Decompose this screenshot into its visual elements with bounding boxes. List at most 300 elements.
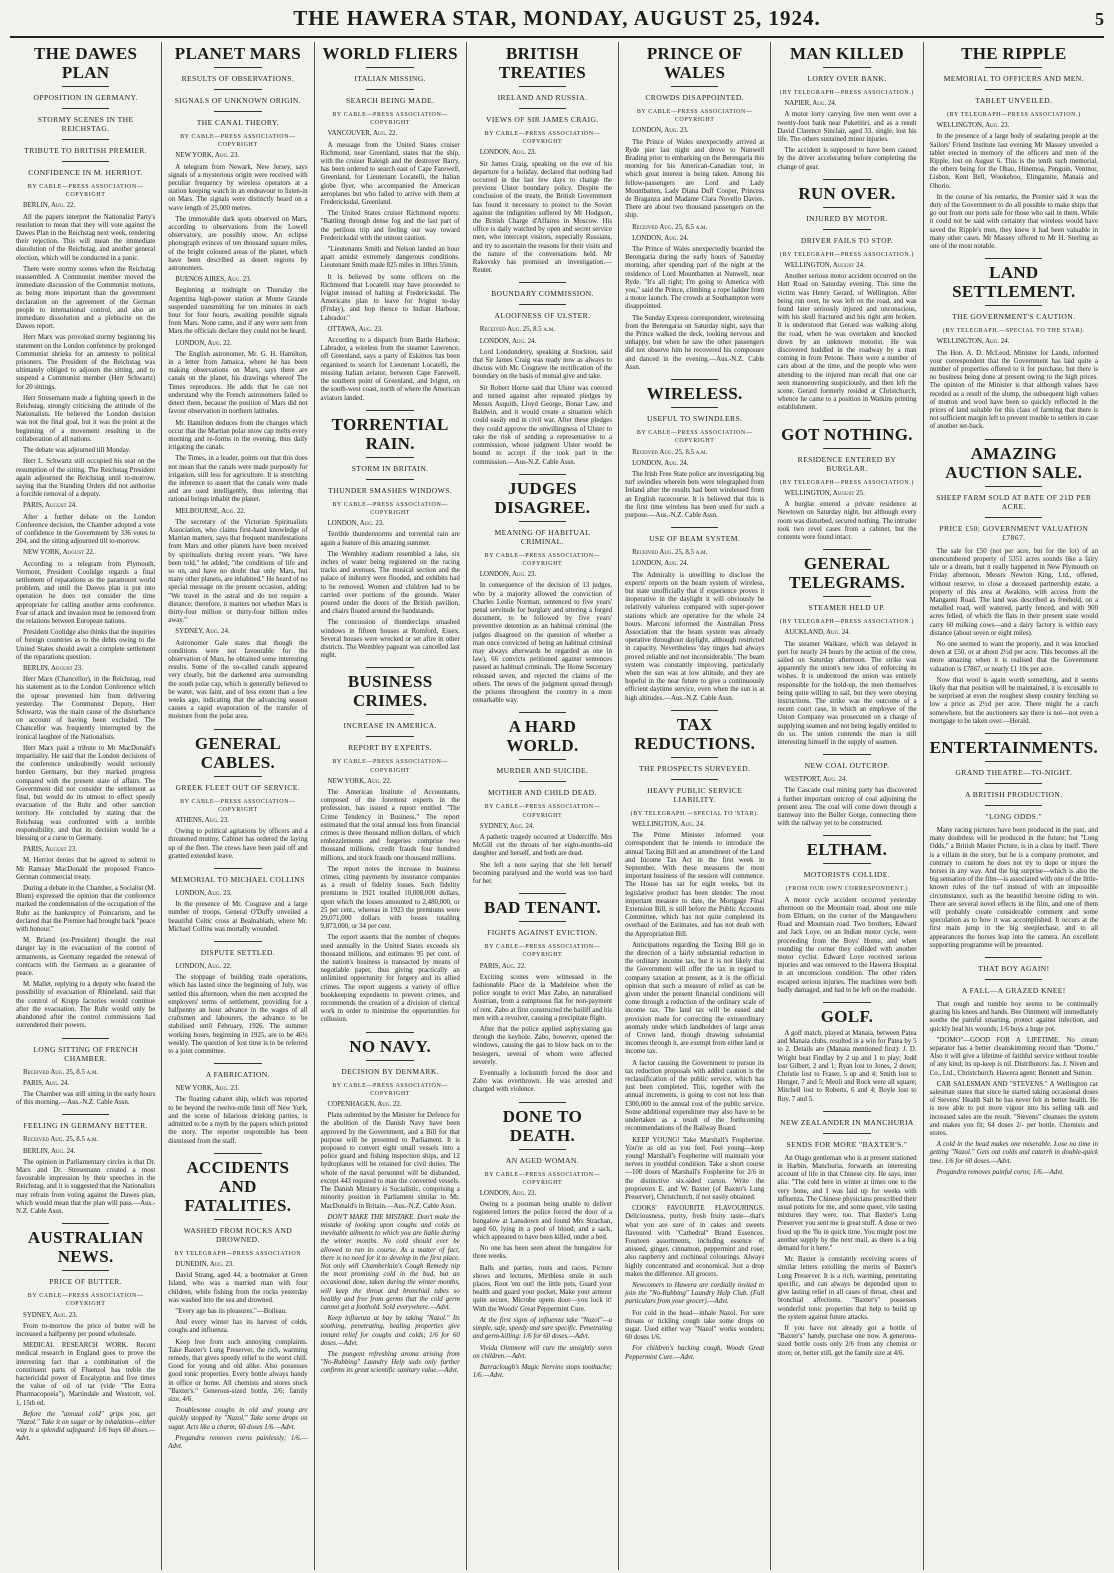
article-separator — [671, 379, 718, 380]
article-paragraph: Keep influenza at bay by taking "Nazol." Its soothing, penetrating, healing properties give instant relief for coughs and colds; 1/6 for 60 doses.—Advt. — [320, 1315, 460, 1347]
dateline: LONDON, Aug. 22. — [175, 963, 232, 971]
article-subhead: BOUNDARY COMMISSION. — [491, 289, 594, 299]
article-headline: BAD TENANT. — [483, 898, 601, 918]
article-separator — [214, 1063, 261, 1064]
article-subhead: REPORT BY EXPERTS. — [348, 743, 433, 753]
article-paragraph: Now that wool is again worth something, and it seems likely that that position will be maintained, it is excusable to be surprised at even the roughest sheep country fetching so low a price as 2½d per acre. There might be a catch somewhere, but the auctioneers say there is not—not even a mortgage to be taken over.—Herald. — [929, 676, 1099, 725]
article — [930, 738, 1098, 950]
article-headline: GENERAL TELEGRAMS. — [789, 554, 905, 593]
article-subhead: FIGHTS AGAINST EVICTION. — [487, 928, 598, 938]
article-subhead: SEARCH BEING MADE. — [345, 96, 435, 105]
article-separator — [671, 527, 718, 528]
article-headline: ENTERTAINMENTS. — [929, 737, 1099, 757]
article-paragraph: CAR SALESMAN AND "STEVENS." A Wellington car salesman states that since he started taking occasional doses of Stevens' Health Salt he has never felt in better health. He is now able to put more vigour into his selling talk and increased sales are the result. "Stevens" cleanses the system and makes you fit; 64 doses 2/- per bottle. Chemists and stores. — [929, 1080, 1099, 1138]
wire-credit: BY CABLE—PRESS ASSOCIATION—COPYRIGHT — [332, 1082, 448, 1097]
article-paragraph: Owing to a postman being unable to deliver registered letters the police forced the door of a bungalow at Lansdown and found Mrs Strachan, aged 60, lying in a pool of blood, and a sack, which appeared to have been killed, under a bed. — [472, 1201, 613, 1242]
article — [168, 1158, 307, 1451]
column-7 — [924, 42, 1104, 1570]
article-paragraph: The Times, in a leader, points out that this does not mean that the canals were made purposely for irrigation, still less for agriculture. It is stretching the inference to assert that the canals were made and are used intelligently, thus inferring that rational beings inhabit the planet. — [168, 455, 308, 504]
wire-credit: BY CABLE—PRESS ASSOCIATION—COPYRIGHT — [484, 944, 601, 959]
article-paragraph: The Wembley stadium resembled a lake, six inches of water being registered on the racing tracks and avenues. The musical section and the palace of industry were flooded, and exhibits had to be removed. Women and children had to be carried over portions of the grounds. Water poured under the doors of the British pavilion, and chairs floated around the bandstands. — [320, 550, 460, 616]
wire-credit: BY CABLE—PRESS ASSOCIATION—COPYRIGHT — [484, 804, 601, 819]
article-paragraph: A telegram from Newark, New Jersey, says signals of a mysterious origin were received with peculiar frequency by wireless operators at a station keeping watch in an endeavour to listen-in on Mars. The signals were distinctly heard on a wave length of 25,000 metres. — [168, 163, 308, 212]
dateline: BERLIN, Aug. 22. — [23, 202, 76, 210]
article-paragraph: The debate was adjourned till Monday. — [23, 447, 131, 455]
wire-credit: BY CABLE—PRESS ASSOCIATION—COPYRIGHT — [180, 798, 296, 813]
article-separator — [519, 282, 566, 283]
article — [777, 840, 916, 995]
dateline: LONDON, Aug. 23. — [479, 571, 537, 579]
article — [16, 1228, 155, 1443]
article-paragraph: Balls and parties, routs and races, Picture shows and lectures, Mirthless smile in such places, Root 'em out! the little pets, Guard your health and guard your pocket, Make your armour quite secure, Microbe opens door—you lock it! With the Woods' Great Peppermint Cure. — [472, 1264, 613, 1313]
article-paragraph: Lord Londonderry, speaking at Stockton, said that Sir James Craig was ready now as always to discuss with Mr. Cosgrave the rectification of the boundary on the basis of mutual give and take. — [472, 348, 613, 381]
article-separator — [519, 1102, 566, 1103]
article-subhead: STEAMER HELD UP. — [808, 603, 886, 613]
divider-rule — [985, 89, 1042, 90]
divider-rule — [62, 161, 109, 162]
article-paragraph: No one has been seen about the bungalow for three weeks. — [472, 1245, 613, 1261]
article-paragraph: The immovable dark spots observed on Mars, according to observations from the Lowell observatory, are possibly snow. An eclipse photograph evinces of ten thousand square miles, of the bright coloured areas of the planet, which have been described as desert regions by astronomers. — [168, 215, 308, 273]
article — [930, 444, 1098, 726]
article-paragraph: All the papers interpret the Nationalist Party's resolution to mean that they will vote against the Dawes Plan in the Reichstag next week, rendering their rejection. This will mean the immediate dissolution of the Reichstag, and another general election, which will be conducted in a panic. — [16, 213, 156, 262]
article-paragraph: From to-morrow the price of butter will be increased a halfpenny per pound wholesale. — [16, 1322, 156, 1338]
dateline: LONDON, Aug. 23. — [479, 1190, 537, 1198]
article-subhead: A FABRICATION. — [205, 1070, 270, 1080]
article-headline: AUSTRALIAN NEWS. — [27, 1228, 144, 1267]
article-headline: RUN OVER. — [798, 183, 896, 203]
article-subhead: NEW ZEALANDER IN MANCHURIA — [780, 1117, 914, 1127]
article-subhead: THAT BOY AGAIN! — [978, 964, 1050, 973]
article-paragraph: The Hon. A. D. McLeod, Minister for Lands, informed your correspondent that the Government has laid quite a number of properties offered to it for purchase, but there is no business being done at present owing to the high prices. The opinion of the Minister is that although values have receded as a result of the slump, the subsequent high values of mutton and wool have been so quickly reflected in the prices of land suitable for this class of farming that there is not sufficient margin left to prevent trouble to settlers in case of another set-back. — [929, 349, 1099, 431]
article-headline: JUDGES DISAGREE. — [494, 478, 591, 517]
divider-rule — [519, 759, 566, 760]
article-paragraph: According to a telegram from Plymouth, Vermont, President Coolidge regards a final settlement of reparations as the paramount world problem, and until the Dawes plan is put into operation he does not consider the time appropriate for calling another arms conference. Fear of attack and invasion must be removed from the relations between European nations. — [16, 560, 156, 625]
wire-credit: (BY TELEGRAPH—PRESS ASSOCIATION.) — [779, 90, 914, 96]
divider-rule — [519, 108, 566, 109]
article-paragraph: Herr L. Schwartz still occupied his seat on the resumption of the sitting. The Reichstag President again adjourned the Reichstag until to-morrow, saying that the Standing Orders did not authorise a forcible removal of a deputy. — [16, 458, 156, 499]
article-subhead: AN AGED WOMAN. — [505, 1155, 580, 1165]
article-headline: PRINCE OF WALES — [646, 44, 743, 82]
article-paragraph: Before the "annual cold" grips you, get "Nazol." Take it on sugar or by inhalation—either way is a splendid safeguard: 1/6 buys 60 doses.—Advt. — [16, 1410, 156, 1443]
dateline: LONDON, Aug. 23. — [479, 149, 537, 157]
article-paragraph: The concussion of thunderclaps smashed windows in fifteen houses at Romford, Essex. Several houses were wrecked or set afire in other districts. The Wembley pageant was cancelled last night. — [320, 619, 460, 660]
dateline: Received Aug. 25, 8.5 a.m. — [632, 448, 708, 456]
column-3 — [315, 42, 467, 1570]
article — [321, 672, 460, 1024]
article-paragraph: Eventually a locksmith forced the door and Zabo was overthrown. He was arrested and charged with violence. — [472, 1070, 613, 1094]
divider-rule — [671, 86, 718, 87]
wire-credit: BY CABLE—PRESS ASSOCIATION—COPYRIGHT — [484, 1171, 601, 1186]
divider-rule — [985, 783, 1042, 784]
article — [473, 717, 612, 886]
article-paragraph: For cold in the head—inhale Nazol. For sore throats or tickling cough take some drops on sugar. Used either way "Nazol" works wonders; 60 doses 1/6. — [625, 1309, 765, 1342]
dateline: PARIS, August 23. — [23, 846, 77, 854]
dateline: NEW YORK, Aug. 23. — [175, 152, 240, 160]
article-paragraph: The Prince of Wales unexpectedly boarded the Berengaria during the early hours of Saturday morning, after spending part of the night at the residence of Lord Mountbatten at Nunwell, near Ryde. "It's all right; I'm going to America with you," said the Prince, climbing a rope ladder from a motor launch. The crowds at Southampton were disappointed. — [625, 246, 765, 311]
article-paragraph: The steamer Waikare, which was delayed in port for nearly 24 hours by the action of the crew, sailed on Saturday afternoon. The strike was apparently the union's new idea of enforcing its wishes. It is understood the union was entirely responsible for the hold-up, the men themselves being quite willing to sail, but they were obeying instructions. The strike was the outcome of a recent court case, in which an employee of the Union Company was prosecuted on a charge of supplying seamen and not being legally entitled to do so. The union contends the man is still interesting himself in the supply of seamen. — [777, 640, 917, 746]
article-subhead: LONG SITTING OF FRENCH CHAMBER. — [33, 1044, 139, 1063]
article-separator — [214, 1153, 261, 1154]
article-subhead: DISPUTE SETTLED. — [200, 948, 276, 958]
article-paragraph: A factor causing the Government to pursue its tax reduction proposals with added caution is the reclassification of the public service, which has just been completed. This, together with the annual increments, is going to cost not less than £300,000 to the annual cost of the public service. Some additional expenditure may also have to be undertaken as a result of the forthcoming recommendations of the Railway Board. — [625, 1059, 765, 1133]
article — [777, 554, 916, 747]
divider-rule — [823, 596, 870, 597]
article-headline: NO NAVY. — [349, 1036, 432, 1056]
article-paragraph: According to a dispatch from Battle Harbour, Labrador, a wireless from the steamer Lawrence, off Greenland, says a party of Eskimos has been organised to search for Lieutenant Locatelli, the missing Italian aviator, between Cape Farewell, the southern point of Greenland, and Ivigtut, on the south-west coast, north of where the American aviators landed. — [320, 337, 460, 402]
article-paragraph: A motor cycle accident occurred yesterday afternoon on the Mountain road, about one mile from Eltham, on the corner of the Mangawhero Road and Mountain road. Two brothers, Edward and Jack Loye, on an Indian motor cycle, were proceeding from the Boys' Home, and when rounding the corner they collided with another motor cyclist. Edward Loye received serious injuries and was removed to the Hawera Hospital in an unconscious condition. The other riders escaped serious injuries. The machines were both badly damaged, and had to be left on the roadside. — [777, 896, 917, 994]
article-paragraph: President Coolidge also thinks that the inquiries of foreign countries as to the debts owing to the United States should await a complete settlement of the reparations question. — [16, 629, 156, 661]
article-headline: GOLF. — [820, 1007, 874, 1027]
dateline: BERLIN, August 23. — [23, 664, 83, 672]
article-paragraph: The Prince of Wales unexpectedly arrived at Ryde pier last night and drove to Nunwell Brading prior to embarking on the Berengaria this morning for his American-Canadian tour, in which great interest is being taken. Among his fellow-passengers are Lord and Lady Mountbatten, Lady Diana Duff Cooper, Princess de Braganza and Madame Clara Novello Davies. There are about two thousand passengers on the ship. — [625, 138, 765, 220]
article-separator — [62, 1038, 109, 1039]
article-separator — [62, 1223, 109, 1224]
article-paragraph: The United States cruiser Richmond reports: "Battling through dense fog and the last part of the perilous trip and feeling our way toward Fredericksdal with the utmost caution. — [320, 210, 460, 242]
columns — [10, 42, 1104, 1570]
article-headline: GENERAL CABLES. — [194, 733, 281, 772]
article-paragraph: M. Briand (ex-President) thought the real danger lay in the evacuation of the control of armaments, as Germany regarded the renewal of contracts with the Germans as a guarantee of peace. — [16, 937, 156, 978]
dateline: Received Aug. 25, 8.5 a.m. — [23, 1068, 99, 1076]
divider-rule — [519, 921, 566, 922]
article — [777, 1118, 916, 1358]
divider-rule — [366, 736, 413, 737]
dateline: WELLINGTON, Aug. 24. — [632, 820, 705, 828]
dateline: WELLINGTON, August 24. — [784, 262, 865, 270]
article-separator — [366, 410, 413, 411]
article-paragraph: The Cascade coal mining party has discovered a further important outcrop of coal adjoining the present area. The coal will come down through a tramway into the Buller Gorge, connecting there with the railway yet to be constructed. — [777, 787, 917, 828]
wire-credit: (BY TELEGRAPH.—SPECIAL TO 'STAR). — [630, 810, 759, 817]
article-paragraph: Herr Marx paid a tribute to Mr MacDonald's impartiality. He said that the London decisions of the conference undoubtedly would seriously burden Germany, but they marked progress compared with the present state of affairs. The Government did not consider the settlement as final, but would do its utmost to effect speedy evacuation of the Ruhr and other sanction territory. He concluded by stating that the Reichstag was confronted with a terrible responsibility, and that its decision would be a blessing or a curse to Germany. — [16, 744, 156, 843]
article-separator — [823, 549, 870, 550]
masthead-title: THE HAWERA STAR, MONDAY, AUGUST 25, 1924. — [293, 6, 821, 30]
article-paragraph: Herr Marx was provoked stormy beginning his statement on the London conference by prolonged Communist shrieks for an amnesty to political prisoners. The President of the Reichstag was ultimately obliged to adjourn the sitting, and to suspend a Communist member (Herr Schwartz) for 20 sittings. — [16, 334, 156, 391]
article-paragraph: Pregandra removes painful corns; 1/6.—Advt. — [936, 1168, 1064, 1176]
article-subhead: LORRY OVER BANK. — [807, 74, 887, 83]
article-subhead: STORM IN BRITAIN. — [351, 463, 429, 473]
divider-rule — [366, 89, 413, 90]
article-subhead: SIGNALS OF UNKNOWN ORIGIN. — [174, 96, 302, 105]
article-separator — [214, 868, 261, 869]
divider-rule — [985, 305, 1042, 306]
article-paragraph: M. Mallet, replying to a deputy who feared the possibility of evacuation of Rhineland, said that the control of Krupp factories would continue after the evacuation. The Ruhr would only be abandoned after the control commissions had surrendered their powers. — [16, 981, 156, 1030]
article-separator — [823, 835, 870, 836]
article-paragraph: "Lieutenants Smith and Nelson landed an hour apart amidst extremely dangerous conditions. Lieutenant Smith made 825 miles in 10hrs 55min. — [320, 246, 460, 270]
divider-rule — [519, 1149, 566, 1150]
wire-credit: BY CABLE—PRESS ASSOCIATION—COPYRIGHT — [484, 552, 601, 567]
dateline: BUENOS AIRES, Aug. 23. — [175, 276, 252, 284]
article-subhead: A BRITISH PRODUCTION. — [964, 789, 1063, 799]
article-paragraph: Mr. Hamilton deduces from the changes which occur that the Martian polar snow cap melts every morning and re-forms in the evening, thus daily irrigating the canals. — [168, 419, 308, 452]
article — [321, 1037, 460, 1376]
article-subhead: HEAVY PUBLIC SERVICE LIABILITY. — [647, 785, 743, 804]
article-separator — [519, 893, 566, 894]
article-subhead: THUNDER SMASHES WINDOWS. — [328, 485, 453, 495]
article-paragraph: Keep free from such annoying complaints. Take Baxter's Lung Preserver, the rich, warming remedy, that gives speedy relief to the worst chill. Good for young and old alike. Also possesses good tonic properties. Every bottle always handy in office or home. All chemists and stores stock "Baxter's." Generous-sized bottle, 2/6; family size, 4/6. — [168, 1338, 308, 1403]
dateline: LONDON, Aug. 23. — [175, 890, 232, 898]
dateline: LONDON, Aug. 23. — [327, 520, 384, 528]
dateline: PARIS, Aug. 24. — [23, 1079, 70, 1087]
dateline: LONDON, Aug. 23. — [632, 127, 689, 135]
divider-rule — [62, 86, 109, 87]
article-paragraph: Beginning at midnight on Thursday the Argentina high-power station at Monte Grande suspended transmitting for ten minutes in each hour for four hours, awaiting possible signals from Mars. None came, and if any were sent from Mars the officials declare they could not be heard. — [168, 287, 308, 336]
divider-rule — [985, 486, 1042, 487]
article-subhead: ITALIAN MISSING. — [354, 74, 426, 83]
article-paragraph: Sir Robert Horne said that Ulster was coerced and turned against after repeated pledges by Messrs Asquith, Lloyd George, Bonar Law, and Baldwin, and it would create a situation which could easily end in civil war. After these pledges they could approve the unwillingness of Ulster to take the risk of sending a representative to a commission, whose judgment Ulster would be bound to accept if the took part in the commission.—Aus-N.Z. Cable Assn. — [472, 384, 613, 466]
article-separator — [985, 957, 1042, 958]
article-headline: WIRELESS. — [646, 384, 743, 404]
article-subhead: RESULTS OF OBSERVATIONS. — [181, 74, 295, 83]
wire-credit: BY CABLE—PRESS ASSOCIATION—COPYRIGHT — [180, 134, 296, 149]
article-paragraph: In the course of his remarks, the Premier said it was the duty of the Government to do all possible to make ships that go out from our ports safe for those who sail in them. While it could not be said with certainty that wireless would have saved the Ripple's men, they knew it had been valuable in many other cases. Mr Massey offered to Mr H. Sterling as one of the most notable. — [929, 193, 1099, 251]
dateline: VANCOUVER, Aug. 22. — [327, 130, 398, 138]
article-paragraph: During a debate in the Chamber, a Socialist (M. Blum) expressed the opinion that the conference marked the condemnation of the occupation of the Ruhr as the bankruptcy of Poincarism, and he declared that the Premier had brought back "peace with honour." — [16, 885, 156, 934]
article-subhead: INCREASE IN AMERICA. — [343, 721, 437, 731]
divider-rule — [823, 229, 870, 230]
article-subhead: CROWDS DISAPPOINTED. — [645, 93, 745, 102]
article-paragraph: M. Herriot denies that he agreed to submit to Mr Ramsay MacDonald the proposed Franco-German commercial treaty. — [16, 857, 156, 881]
article — [930, 964, 1098, 1177]
divider-rule — [823, 207, 870, 208]
article — [16, 44, 155, 1031]
dateline: SYDNEY, Aug. 23. — [23, 1311, 78, 1319]
article-subhead: A FALL—A GRAZED KNEE! — [961, 986, 1066, 995]
column-1 — [10, 42, 162, 1570]
divider-rule — [823, 1133, 870, 1134]
article-subhead: "LONG ODDS." — [985, 811, 1043, 821]
article-paragraph: The Chamber was still sitting in the early hours of this morning.—Aus.-N.Z. Cable Assn. — [16, 1090, 156, 1107]
divider-rule — [985, 67, 1042, 68]
masthead — [10, 6, 1104, 38]
wire-credit: (BY TELEGRAPH.—SPECIAL TO THE STAR). — [942, 328, 1085, 335]
article-paragraph: Terrible thunderstorms and torrential rain are again a feature of this amazing summer. — [320, 531, 460, 547]
article — [473, 44, 612, 275]
article-subhead: GRAND THEATRE—TO-NIGHT. — [955, 767, 1073, 777]
article-subhead: NEW COAL OUTCROP. — [804, 761, 890, 771]
article-paragraph: The floating cabaret ship, which was reported to be beyond the twelve-mile limit off New York, and the scene of hilarious drinking parties, is admitted to be a myth by the papers which printed the story. The reporter responsible has been dismissed from the staff. — [168, 1096, 308, 1145]
article-separator — [519, 712, 566, 713]
article-paragraph: There were stormy scenes when the Reichstag reassembled. A Communist member moved the immediate discussion of the Communist motions, as being more important than the government declaration on the agreement of the German people to international control, and also an immediate dissolution and a plebiscite on the Dawes report. — [16, 265, 156, 331]
article-paragraph: In the presence of Mr. Cosgrave and a large number of troops, General O'Duffy unveiled a beautiful Celtic cross at Bealnablath, where Mr. Michael Collins was mortally wounded. — [168, 901, 308, 933]
divider-rule — [671, 407, 718, 408]
article-paragraph: After that the police applied asphyxiating gas through the keyhole. Zabo, however, opened the windows, causing the gas to blow back on to the besiegers, several of whom were affected severely. — [472, 1026, 613, 1066]
article — [625, 384, 764, 520]
dateline: BERLIN, Aug. 24. — [23, 1147, 76, 1155]
article-paragraph: The Prime Minister informed your correspondent that he intends to introduce the annual Taxing Bill and an amendment of the Land and Income Tax Act in the first week in September. With these measures the most important business of the session will commence. The House has sat for eight weeks, but its legislative product has been slender. The most important measure to date, the Mortgage Final Extension Bill, is still before the Public Accounts Committee, which has not quite completed its overhaul of the Estimates, and has not dealt with the Appropriation Bill. — [625, 832, 765, 938]
article-paragraph: The opinion in Parliamentary circles is that Dr. Marx and Dr. Stresemann created a most favourable impression by their speeches in the Reichstag, and it is suggested that the Nationalists may refrain from voting against the Dawes plan, which would mean that the plan will pass.—Aus.-N.Z. Cable Assn. — [16, 1158, 156, 1215]
article-paragraph: For children's hacking cough, Woods Great Peppermint Cure.—Advt. — [625, 1345, 765, 1361]
article-headline: THE DAWES PLAN — [33, 44, 138, 82]
divider-rule — [823, 448, 870, 449]
article-subhead: IRELAND AND RUSSIA. — [497, 93, 588, 102]
article-separator — [519, 474, 566, 475]
divider-rule — [366, 714, 413, 715]
article-separator — [985, 733, 1042, 734]
dateline: LONDON, Aug. 22. — [175, 339, 232, 347]
dateline: OTTAWA, Aug. 23. — [327, 325, 383, 333]
article-paragraph: DON'T MAKE THE MISTAKE. Don't make the mistake of looking upon coughs and colds as inevitable ailments to which you are liable during the winter months. No cold should ever be allowed to run its course. As a matter of fact, there is no need for it to develop in the first place. Not only will Chamberlain's Cough Remedy nip the most promising cold in the bud, but an occasional dose, taken during the winter months, will keep the throat and bronchial tubes so healthy and free from germs that the cold germ cannot get a foothold. Sold everywhere.—Advt. — [320, 1213, 460, 1311]
dateline: LONDON, Aug. 24. — [632, 560, 689, 568]
article-paragraph: That rough and tumble boy seems to be continually grazing his knees and hands. Bee Ointment will immediately soothe the painful smarting, protect against infection, and quickly heal his wounds; 1/6 buys a huge pot. — [929, 1001, 1099, 1033]
dateline: NEW YORK, Aug. 23. — [175, 1085, 240, 1093]
article — [16, 1121, 155, 1216]
article — [168, 948, 307, 1056]
divider-rule — [214, 1219, 261, 1220]
divider-rule — [985, 517, 1042, 518]
article — [777, 425, 916, 542]
dateline: LONDON, Aug. 24. — [632, 234, 689, 242]
divider-rule — [671, 779, 718, 780]
article — [473, 898, 612, 1094]
article — [625, 534, 764, 703]
article-paragraph: David Strang, aged 44, a bootmaker at Green Island, who was a married man with four children, while fishing from the rocks yesterday was washed into the sea and drowned. — [168, 1272, 308, 1304]
dateline: SYDNEY, Aug. 24. — [175, 628, 230, 636]
divider-rule — [823, 67, 870, 68]
article-paragraph: Pregandra removes corns painlessly; 1/6.—Advt. — [168, 1434, 308, 1450]
article-paragraph: A burglar entered a private residence at Newtown on Saturday night, but although every room was disturbed, secured nothing. The intruder took two revel cases from a cabinet, but the contents were found intact. — [777, 501, 917, 541]
article-subhead: MOTHER AND CHILD DEAD. — [488, 788, 597, 798]
article-paragraph: Anticipations regarding the Taxing Bill go in the direction of a fairly substantial reduction in the ordinary income tax, but it is not likely that the Government will offer the tax in regard to company taxation at present, as it is the official opinion that such a measure of relief as can be given under the present financial conditions will come through a reduction of the ordinary scale of income tax. The land tax will be eased and provision made for correcting the extraordinary anomaly under which landholders of large areas of Crown land, though drawing substantial incomes through it, are exempt from either land or income tax. — [625, 941, 765, 1056]
wire-credit: (BY TELEGRAPH—PRESS ASSOCIATION.) — [779, 251, 914, 258]
article — [777, 44, 916, 172]
article-paragraph: Troublesome coughs in old and young are quickly stopped by "Nazol." Take some drops on sugar. Acts like a charm; 60 doses 1/6.—Advt. — [168, 1407, 308, 1431]
article-paragraph: A cold in the head makes one miserable. Lose no time in getting "Nazol." Gets out colds and catarrh in double-quick time. 1/6 for 60 doses.—Advt. — [929, 1141, 1099, 1165]
divider-rule — [519, 781, 566, 782]
divider-rule — [62, 139, 109, 140]
article-separator — [366, 1032, 413, 1033]
divider-rule — [519, 521, 566, 522]
article — [168, 734, 307, 861]
article-headline: BUSINESS CRIMES. — [347, 672, 433, 711]
wire-credit: (BY TELEGRAPH—PRESS ASSOCIATION.) — [946, 112, 1081, 118]
article-subhead: STORMY SCENES IN THE REICHSTAG. — [37, 115, 134, 133]
dateline: AUCKLAND, Aug. 24. — [784, 629, 851, 637]
article-paragraph: After a further debate on the London Conference decision, the Chamber adopted a vote of confidence in the Government by 336 votes to 204, and the sitting adjourned till to-morrow. — [16, 513, 156, 546]
article-paragraph: Many racing pictures have been produced in the past, and many doubtless will be produced in the future; but "Long Odds," a British Master Picture, is in a class by itself. There is a villain in the story, but he is a company promoter, and contrary to custom he does not try to dope or injure the horses in any way. And the big surprise—which is also the big sensation of the film—is associated with one of the little-known rules of the turf instead of with an impossible circumstance, such as the beautiful heroine riding to win. There are several novel effects in the film, and one of them will probably create considerable comment and some speculation as to how it was accomplished. It occurs at the first main jump in the big steeplechase, and to all appearances the horses leap into the camera. An excellent supporting programme will be presented. — [929, 826, 1099, 949]
dateline: PARIS, Aug. 22. — [479, 962, 527, 970]
article-subhead: WASHED FROM ROCKS AND DROWNED. — [183, 1225, 293, 1244]
column-6 — [771, 42, 923, 1570]
dateline: Received Aug. 25, 8.5 a.m. — [632, 223, 708, 231]
article-separator — [62, 1114, 109, 1115]
wire-credit: BY CABLE—PRESS ASSOCIATION—COPYRIGHT — [27, 1293, 144, 1308]
article — [625, 44, 764, 372]
article-headline: MAN KILLED — [789, 44, 904, 63]
article-subhead: MEMORIAL TO MICHAEL COLLINS — [171, 875, 305, 885]
divider-rule — [214, 89, 261, 90]
article-headline: AMAZING AUCTION SALE. — [945, 443, 1083, 482]
article — [473, 479, 612, 706]
wire-credit: BY CABLE—PRESS ASSOCIATION—COPYRIGHT — [332, 112, 448, 127]
article — [625, 715, 764, 1362]
article-separator — [823, 179, 870, 180]
dateline: ATHENS, Aug. 23. — [175, 817, 230, 825]
article-separator — [671, 710, 718, 711]
article-separator — [214, 729, 261, 730]
article-headline: TORRENTIAL RAIN. — [331, 414, 449, 453]
article-subhead: INJURED BY MOTOR. — [806, 213, 888, 223]
article-separator — [366, 667, 413, 668]
article-headline: PLANET MARS — [174, 44, 302, 63]
article — [168, 1070, 307, 1145]
article-paragraph: It is believed by some officers on the Richmond that Locatelli may have proceeded to Ivigtut instead of halting at Fredericksdal. The Americans plan to leave for Ivigtut to-day (Friday), and hop thence to Indian Harbour, Labrador." — [320, 273, 460, 322]
column-4 — [467, 42, 619, 1570]
article-paragraph: The stoppage of building trade operations, which has lasted since the beginning of July, was settled this afternoon, when the men accepted the employers' terms of settlement, providing for a halfpenny an hour advance in the wages of all craftsmen and labourers, the advance to be stabilised until February, 1926. The summer working hours, beginning in 1925, are to be 46½ weekly. The question of lost time is to be referred to a joint committee. — [168, 974, 308, 1056]
wire-credit: BY CABLE—PRESS ASSOCIATION—COPYRIGHT — [332, 759, 448, 774]
article-paragraph: A golf match, played at Manaia, between Patea and Manaia clubs, resulted in a win for Patea by 5 to 2. Details are (Manaia mentioned first): J. D. Wright beat Findlay by 2 up and 1 to play; Jodd lost Gilbert, 2 and 1; Ryan lost to Jones, 2 down; Christie lost to Fraser, 5 up and 4; Smith lost to Hunger, 7 and 5; Meuli and Rock were all square; Mitchell lost to Roberts, 6 and 4; Boyle lost to Ruy, 7 and 5. — [777, 1030, 917, 1103]
article-subhead: GREEK FLEET OUT OF SERVICE. — [175, 782, 301, 792]
article-paragraph: KEEP YOUNG! Take Marshall's Fospherine. You're as old as you feel. Feel young—keep young! Marshall's Fospherine will maintain your nerves in youthful condition. Take a short course—100 doses of Marshall's Fospherine for 2/6 in the distinctive six-sided carton. Write the proprietors E. and W. Baxter (of Baxter's Lung Preserver), Christchurch, if not easily obtained. — [625, 1136, 765, 1201]
divider-rule — [366, 479, 413, 480]
dateline: Received Aug. 25, 8.5 a.m. — [632, 549, 708, 557]
article-subhead: THE PROSPECTS SURVEYED. — [639, 763, 751, 773]
article-subhead: PRICE OF BUTTER. — [49, 1277, 123, 1287]
article-paragraph: The American Institute of Accountants, composed of the foremost experts in the profession, has issued a report entitled "The Crime Tendency in Business." The report estimated that the total annual loss from financial crimes is three thousand million dollars, of which embezzlements and forgeries comprise two thousand millions, credit frauds four hundred millions, and stock frauds one thousand millions. — [320, 788, 460, 862]
dateline: DUNEDIN, Aug. 23. — [175, 1260, 234, 1268]
article-paragraph: The Irish Free State police are investigating big turf swindles wherein bets were telegraphed from Ireland after the results had been wirelessed from an English racecourse. It is believed that this is the first time wireless has been used for such a purpose.—Aus.-N.Z. Cable Assn. — [625, 470, 765, 519]
divider-rule — [62, 1270, 109, 1271]
article-paragraph: The pungent refreshing aroma arising from "No-Rubbing" Laundry Help suds only further confirms its great scientific sanitary value.—Advt. — [320, 1350, 460, 1375]
article-subhead: USEFUL TO SWINDLERS. — [646, 414, 743, 424]
dateline: WESTPORT, Aug. 24. — [784, 776, 848, 784]
article-subhead: TABLET UNVEILED. — [975, 96, 1053, 105]
article-paragraph: A pathetic tragedy occurred at Underciffe. Mrs McGill cut the throats of her eight-months-old daughter and herself, and both are dead. — [472, 833, 613, 858]
divider-rule — [985, 805, 1042, 806]
article-paragraph: She left a note saying that she felt herself becoming paralysed and the world was too hard for her. — [472, 861, 613, 885]
dateline: SYDNEY, Aug. 24. — [479, 822, 535, 830]
article-paragraph: The accident is supposed to have been caused by the driver accelerating before completing the change of gear. — [777, 147, 917, 171]
article-subhead: THE CANAL THEORY. — [196, 118, 280, 127]
article — [777, 184, 916, 413]
page-number: 5 — [1095, 9, 1104, 29]
article — [168, 44, 307, 722]
article-subhead: PRICE £50; GOVERNMENT VALUATION £7867. — [939, 523, 1089, 542]
article-paragraph: COOKS' FAVOURITE FLAVOURINGS. Deliciousness, purity, fresh fruity taste—that's what you are sure of in cakes and sweets flavoured with "Cathedral" Brand Essences. Fourteen assortments, including essence of aniseed, ginger, cinnamon, peppermint and rose; also raspberry and cochineal colourings. Always highly concentrated and economical. Just a drop makes the difference. All grocers. — [625, 1205, 765, 1278]
article-paragraph: "Every age has its pleasures."—Boileau. — [175, 1307, 287, 1315]
article-subhead: TRIBUTE TO BRITISH PREMIER. — [24, 146, 147, 155]
divider-rule — [214, 111, 261, 112]
article-separator — [985, 258, 1042, 259]
article-paragraph: Exciting scenes were witnessed in the fashionable Place de la Madeleine when the police sought to evict Max Zabo, an naturalised Austrian, from a sumptuous flat for non-payment of rent. Zabo at first constructed the bailiff and his men with a revolver, causing a precipitate flight. — [472, 973, 613, 1022]
article — [321, 415, 460, 661]
article — [168, 875, 307, 934]
article-paragraph: Owing to political agitations by officers and a threatened mutiny, Cabinet has ordered the laying up of the fleet. The crews have been paid off and granted extended leave. — [168, 828, 308, 860]
article-separator — [823, 420, 870, 421]
article-separator — [823, 1002, 870, 1003]
article-paragraph: Herr Stresemann made a fighting speech in the Reichstag, strongly criticising the attitude of the Nationalists. He believed the London decision was not the final goal, but it was the point at the beginning of a movement resulting in the collaboration of all nations. — [16, 394, 156, 443]
article — [16, 1045, 155, 1108]
article-paragraph: Sir James Craig, speaking on the eve of his departure for a holiday, declared that nothing had occurred in the last few days to change the previous Ulster boundary policy. Despite the conclusion of the treaty, the British Government has found it necessary to protect to the Soviet against the indignities suffered by Mr Hodgson, the British Charge d'Affaires in Moscow. His office is daily watched by open and secret service men, who intercept visitors, especially Russians, and try to ascertain the reasons for their visits and the nature of the conversations held. Mr Rakovsky has promised an investigation.—Reuter. — [472, 160, 613, 275]
article-separator — [823, 1111, 870, 1112]
article-headline: TAX REDUCTIONS. — [634, 714, 756, 753]
article-headline: ACCIDENTS AND FATALITIES. — [184, 1157, 292, 1215]
dateline: WELLINGTON, Aug. 23. — [936, 122, 1010, 130]
article-headline: A HARD WORLD. — [506, 717, 579, 756]
article-paragraph: The report asserts that the number of cheques used annually in the United States exceeds six thousand millions, and estimates 95 per cent. of the nation's business is transacted by means of negotiable paper, thus giving practically an unlimited opportunity for forgery and its allied crimes. The report suggests a variety of office bookkeeping expedients to prevent crimes, and recommends the creation of a division of clerical work in order to minimise the opportunities for collusion. — [320, 934, 460, 1024]
article-subhead: OPPOSITION IN GERMANY. — [33, 93, 138, 102]
article-subhead: DRIVER FAILS TO STOP. — [800, 235, 894, 245]
article-subhead: SHEEP FARM SOLD AT RATE OF 21D PER ACRE. — [936, 492, 1092, 511]
article — [777, 761, 916, 828]
article-paragraph: In consequence of the decision of 13 judges, who by a majority allowed the conviction of Charles Leslie Norman, sentenced to five years' penal servitude for burglary and uttering a forged document, to be followed by five years' preventive detention as an habitual criminal (the judges disagreed on the question of whether a man once convicted of being an habitual criminal may always afterwards be regarded as one in law), 66 convicts petitioned against sentences passed as habitual criminals. The Home Secretary released seven, and rejected the claims of the others. The news of the judgment spread through the prisons throughout the country in a most remarkable way. — [472, 582, 613, 705]
divider-rule — [214, 776, 261, 777]
article-paragraph: The secretary of the Victorian Spiritualists Association, who claims first-hand knowledge of Martian matters, says that frequent manifestations from Mars and other planets have been received by spiritualists during recent years. "We have been told," he added, "the conditions of life and so on, and have no doubt that only Mars, but many other planets, are inhabited." He heard of no special message on the present occasion, adding: "We travel in the astral and do not require a distance; therefore, it matters not whether Mars is thirty-four million or thirty-four billion miles away." — [168, 518, 308, 625]
article-headline: BRITISH TREATIES — [498, 44, 586, 82]
article — [473, 1107, 612, 1381]
dateline: NEW YORK, August 22. — [23, 549, 95, 557]
article-headline: LAND SETTLEMENT. — [952, 263, 1076, 302]
divider-rule — [62, 108, 109, 109]
column-2 — [162, 42, 314, 1570]
